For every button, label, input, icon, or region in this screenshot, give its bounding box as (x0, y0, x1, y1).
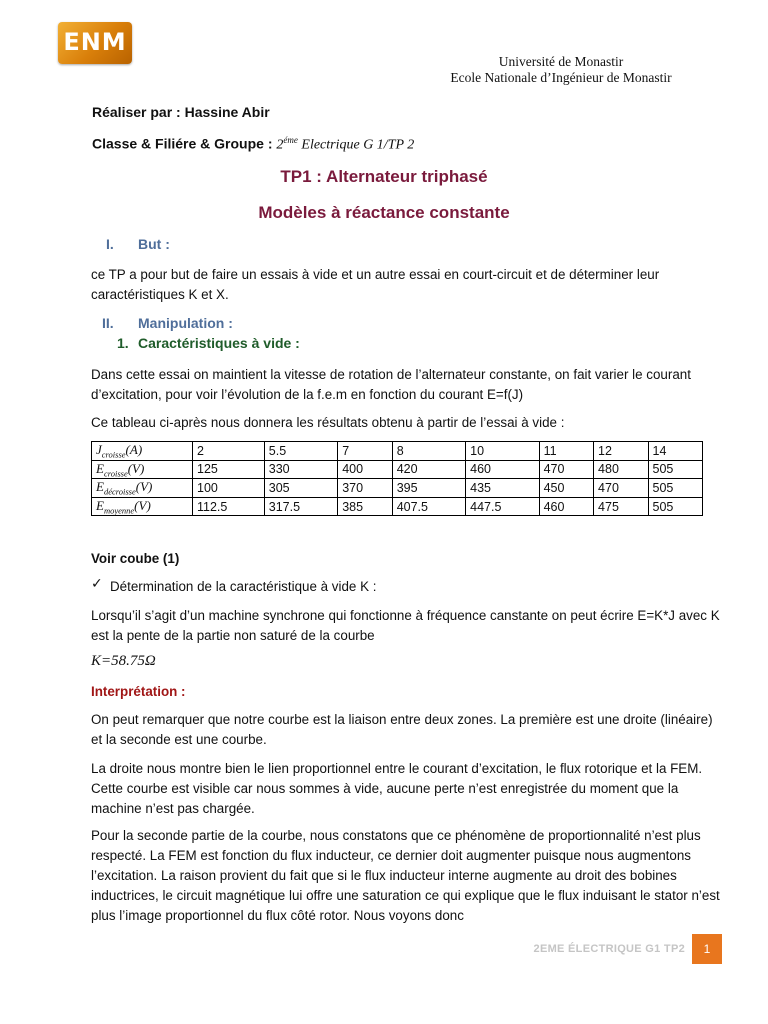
row-header (92, 442, 193, 461)
row-symbol: E (96, 497, 104, 513)
footer-text: 2EME ÉLECTRIQUE G1 TP2 (533, 943, 685, 955)
row-header (92, 460, 193, 479)
interpretation-paragraph-2: La droite nous montre bien le lien proportionnel entre le courant d’excitation, le flux rotorique et la FEM. Cette courbe est visible car nous sommes à vide, aucune perte n’est enregistrée du moment que la machine n’est pas chargée. (91, 761, 703, 816)
table-cell: 460 (539, 497, 593, 516)
table-cell: 420 (392, 460, 465, 479)
table-cell: 2 (193, 442, 265, 461)
section1-text: ce TP a pour but de faire un essais à vide et un autre essai en court-circuit et de déterminer leur caractéristiques K et X. (91, 267, 660, 302)
row-subscript: croisse (103, 468, 128, 479)
table-cell: 5.5 (264, 442, 337, 461)
class-value: Electrique G 1/TP 2 (297, 137, 415, 153)
section2-title: Manipulation : (138, 315, 233, 331)
table-cell: 305 (264, 479, 337, 498)
school-name: Ecole Nationale d’Ingénieur de Monastir (450, 70, 672, 85)
university-name: Université de Monastir (498, 54, 624, 69)
table-cell: 8 (392, 442, 465, 461)
results-table (91, 441, 703, 516)
check-icon: ✓ (91, 575, 103, 591)
school-logo (58, 22, 132, 64)
table-cell: 14 (648, 442, 703, 461)
row-subscript: décroisse (103, 486, 136, 497)
table-cell: 10 (466, 442, 539, 461)
table-cell: 470 (594, 479, 648, 498)
table-cell: 330 (264, 460, 337, 479)
table-cell: 505 (648, 479, 703, 498)
table-cell: 480 (594, 460, 648, 479)
section2-number: II. (102, 315, 114, 331)
section1-number: I. (106, 236, 114, 252)
k-formula: K=58.75Ω (91, 653, 156, 669)
interpretation-paragraph-1: On peut remarquer que notre courbe est la liaison entre deux zones. La première est une droite (linéaire) et la seconde est une courbe. (91, 712, 713, 747)
section2-paragraph-2: Ce tableau ci-après nous donnera les résultats obtenu à partir de l’essai à vide : (91, 415, 565, 430)
table-cell: 407.5 (392, 497, 465, 516)
row-unit: (V) (127, 460, 145, 476)
table-cell: 370 (338, 479, 392, 498)
table-cell: 470 (539, 460, 593, 479)
class-label: Classe & Filiére & Groupe : (92, 135, 277, 152)
table-row (92, 442, 703, 461)
row-unit: (V) (134, 497, 151, 513)
class-line (92, 135, 414, 154)
table-cell: 460 (466, 460, 539, 479)
row-symbol: J (96, 442, 102, 457)
section1-title: But : (138, 236, 170, 252)
table-cell: 435 (466, 479, 539, 498)
row-symbol: E (96, 479, 104, 495)
row-header (92, 497, 193, 516)
main-title: TP1 : Alternateur triphasé (280, 167, 488, 186)
author-line (92, 104, 270, 120)
table-cell: 400 (338, 460, 392, 479)
table-cell: 505 (648, 460, 703, 479)
table-cell: 505 (648, 497, 703, 516)
interpretation-title: Interprétation : (91, 684, 186, 699)
table-cell: 100 (193, 479, 265, 498)
table-row (92, 497, 703, 516)
subsection-number: 1. (117, 335, 129, 351)
table-cell: 385 (338, 497, 392, 516)
institution-header (416, 54, 706, 86)
table-cell: 12 (594, 442, 648, 461)
section2-paragraph-1: Dans cette essai on maintient la vitesse de rotation de l’alternateur constante, on fait varier le courant d’excitation, pour voir l’évolution de la f.e.m en fonction du courant E=f(J) (91, 367, 691, 402)
paragraph-k-definition: Lorsqu’il s’agit d’un machine synchrone qui fonctionne à fréquence canstante on peut écrire E=K*J avec K est la pente de la partie non saturé de la courbe (91, 608, 720, 643)
table-row (92, 460, 703, 479)
table-cell: 317.5 (264, 497, 337, 516)
class-prefix: 2 (276, 137, 284, 153)
table-cell: 395 (392, 479, 465, 498)
row-subscript: moyenne (103, 505, 135, 516)
interpretation-paragraph-3: Pour la seconde partie de la courbe, nous constatons que ce phénomène de proportionnalité n’est plus respecté. La FEM est fonction du flux inducteur, ce dernier doit augmenter puisque nous augmentons l’excitation. La raison provient du fait que si le flux inducteur interne augmente au droit des bobines inductrices, le circuit magnétique lui offre une saturation ce qui explique que le flux induisant le stator n’est plus l’image proportionnel du flux côté rotor. Nous voyons donc (91, 828, 720, 923)
row-subscript: croisse (101, 449, 126, 460)
row-header (92, 479, 193, 498)
voir-courbe: Voir coube (1) (91, 551, 180, 566)
page-number: 1 (692, 934, 722, 964)
table-cell: 112.5 (193, 497, 265, 516)
row-unit: (V) (135, 479, 153, 495)
table-cell: 450 (539, 479, 593, 498)
check-text: Détermination de la caractéristique à vide K : (110, 579, 377, 594)
subsection-title: Caractéristiques à vide : (138, 335, 300, 351)
row-unit: (A) (125, 442, 143, 457)
table-cell: 447.5 (466, 497, 539, 516)
sub-title: Modèles à réactance constante (258, 203, 510, 222)
class-superscript: éme (283, 135, 298, 145)
logo-text: ENM (63, 28, 127, 56)
author-name: Hassine Abir (184, 104, 270, 120)
table-cell: 11 (539, 442, 593, 461)
table-row (92, 479, 703, 498)
table-cell: 475 (594, 497, 648, 516)
row-symbol: E (96, 460, 104, 476)
table-cell: 7 (338, 442, 392, 461)
table-cell: 125 (193, 460, 265, 479)
author-label: Réaliser par : (92, 104, 185, 120)
